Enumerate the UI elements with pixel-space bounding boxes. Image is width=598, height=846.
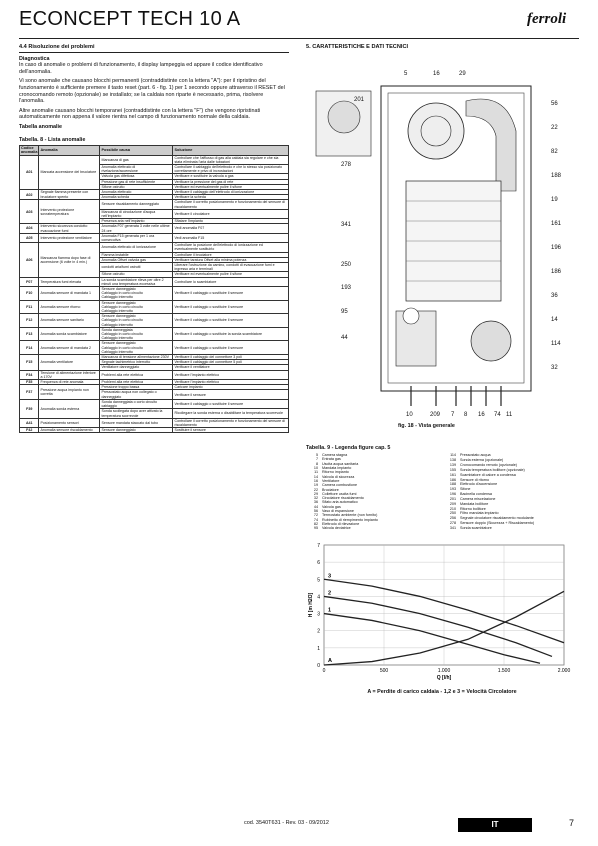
anomaly-name: Anomalia sensore di mandata 1 <box>39 287 100 301</box>
x-tick-label: 500 <box>379 667 389 674</box>
pump-chart <box>306 537 578 696</box>
anomaly-code: A05 <box>20 233 39 242</box>
anomaly-code: A03 <box>20 200 39 224</box>
table-row <box>20 200 289 209</box>
possible-cause: Sifone ostruito <box>100 272 173 277</box>
x-tick-label: 1.000 <box>437 667 451 674</box>
callout-number: 95 <box>341 308 348 315</box>
legend-number: 16 <box>313 478 318 483</box>
solution: Verificare il cablaggio o sostituire la sonda scambiatore <box>173 327 289 341</box>
table-row <box>20 243 289 252</box>
legend-label: Sonda scambiatore <box>460 525 492 530</box>
anomaly-table <box>19 145 289 433</box>
solution: Controllare lo scambiatore <box>173 277 289 286</box>
callout-number: 5 <box>404 70 408 77</box>
legend-label: Elettrodo di rilevazione <box>322 521 360 526</box>
legend-number: 7 <box>315 457 318 462</box>
legend-number: 209 <box>449 501 456 506</box>
possible-cause: Sensore mandata staccato dal tubo <box>100 418 173 427</box>
anomaly-code: F42 <box>20 428 39 433</box>
anomaly-code: A41 <box>20 418 39 427</box>
solution: Verificare il cablaggio o sostituire il sensore <box>173 314 289 328</box>
solution: Ricollegare la sonda esterna o disabilitare la temperatura scorrevole <box>173 409 289 418</box>
table-row <box>20 327 289 341</box>
table-row <box>20 287 289 301</box>
anomaly-name: Frequenza di rete anomala <box>39 380 100 385</box>
legend-label: Entrata gas <box>322 457 341 462</box>
legend-label: Sonda esterna (opzionale) <box>460 458 504 463</box>
callout-number: 341 <box>341 221 352 228</box>
table-row <box>20 399 289 408</box>
legend-number: 56 <box>313 509 318 514</box>
possible-cause: Anomalia elettrodo <box>100 189 173 194</box>
solution: Verificare e sostituire la valvola a gas <box>173 174 289 179</box>
solution: Verificare il cablaggio o sostituire il sensore <box>173 287 289 301</box>
solution: Verificare la scheda <box>173 195 289 200</box>
legend-number: 5 <box>315 453 318 458</box>
solution: Sfiatare l'impianto <box>173 219 289 224</box>
table-row <box>20 418 289 427</box>
legend-number: 201 <box>449 496 456 501</box>
possible-cause: Mancanza di circolazione d'acqua nell'impianto <box>100 209 173 218</box>
anomaly-name: Anomalia sensore sanitario <box>39 314 100 328</box>
callout-number: 16 <box>433 70 440 77</box>
legend-label: Termostato ambiente (non fornito) <box>322 513 378 518</box>
legend-label: Mandata bollitore <box>460 501 489 506</box>
possible-cause: Anomalia F15 generata per 1 ora consecutiva <box>100 233 173 242</box>
anomaly-name: Anomalia ventilatore <box>39 355 100 371</box>
anomaly-code: F11 <box>20 300 39 314</box>
legend-number: 210 <box>449 506 456 511</box>
callout-number: 193 <box>341 284 352 291</box>
solution: Controllare il corretto posizionamento e funzionamento del sensore di riscaldamento <box>173 200 289 209</box>
solution: Controllare il bruciatore <box>173 252 289 257</box>
solution: Sostituire il sensore <box>173 428 289 433</box>
legend <box>306 453 578 530</box>
solution: Verificare la pressione del gas di rete <box>173 179 289 184</box>
legend-label: Cronocomando remoto (opzionale) <box>460 463 517 468</box>
possible-cause: Mancanza di gas <box>100 155 173 164</box>
callout-number: 201 <box>354 96 365 103</box>
table-caption: Tabella. 8 - Lista anomalie <box>19 136 86 143</box>
legend-left <box>306 453 440 530</box>
solution: Controllare la posizione dell'elettrodo di ionizzazione ed eventualmente sostituirlo <box>173 243 289 252</box>
series-label: 2 <box>328 589 332 596</box>
x-axis-label: Q [l/h] <box>436 674 452 681</box>
page-number: 7 <box>569 818 575 828</box>
possible-cause: Anomalia elettrodo di ionizzazione <box>100 243 173 252</box>
legend-label: Ventilatore <box>322 478 340 483</box>
legend-number: 138 <box>449 458 456 463</box>
possible-cause: La sonda scambiatore rileva per oltre 2 minuti una temperatura eccessiva <box>100 277 173 286</box>
callout-number: 11 <box>506 411 513 418</box>
callout-number: 209 <box>430 411 441 418</box>
possible-cause: Sensore riscaldamento danneggiato <box>100 200 173 209</box>
solution: Liberare l'ostruzione da camino, condotti di evacuazione fumi e ingresso aria e terminali <box>173 263 289 272</box>
legend-label: Ritorno bollitore <box>460 506 486 511</box>
boiler-drawing <box>306 51 578 431</box>
anomaly-code: F12 <box>20 314 39 328</box>
legend-label: Segnale circolatore riscaldamento modulante <box>460 516 534 521</box>
callout-number: 74 <box>494 411 501 418</box>
anomaly-code: F39 <box>20 399 39 418</box>
right-column <box>306 44 578 696</box>
legend-label: Mandata impianto <box>322 466 352 471</box>
legend-number: 14 <box>313 474 318 479</box>
header-rule <box>19 38 579 39</box>
possible-cause: Pressostato acqua non collegato o danneggiato <box>100 390 173 399</box>
possible-cause: Valvola gas difettosa <box>100 174 173 179</box>
legend-label: Circolatore riscaldamento <box>322 496 364 501</box>
callout-number: 14 <box>551 316 558 323</box>
possible-cause: Fiamma instabile <box>100 252 173 257</box>
legend-number: 72 <box>313 513 318 518</box>
anomaly-code: F35 <box>20 380 39 385</box>
y-axis-label: H [m H2O] <box>308 592 314 617</box>
y-tick-label: 6 <box>317 559 320 566</box>
callout-number: 36 <box>551 292 558 299</box>
anomaly-code: F13 <box>20 327 39 341</box>
anomaly-code: A02 <box>20 189 39 199</box>
legend-number: 19 <box>313 483 318 488</box>
anomaly-name: Anomalia sensore riscaldamento <box>39 428 100 433</box>
y-tick-label: 4 <box>317 593 320 600</box>
legend-label: Collettore uscita fumi <box>322 491 357 496</box>
legend-label: Valvola gas <box>322 504 341 509</box>
legend-number: 36 <box>313 500 318 505</box>
legend-label: Camera miscelazione <box>460 496 496 501</box>
legend-number: 32 <box>313 496 318 501</box>
possible-cause: Sonda danneggiata o corto circuito cablaggio <box>100 399 173 408</box>
legend-number: 29 <box>313 491 318 496</box>
legend-number: 341 <box>449 525 456 530</box>
possible-cause: Ventilatore danneggiato <box>100 365 173 370</box>
col-header: Possibile causa <box>100 146 173 155</box>
anomaly-name: Mancata accensione del bruciatore <box>39 155 100 189</box>
legend-number: 188 <box>449 482 456 487</box>
legend-label: Ritorno impianto <box>322 470 349 475</box>
x-tick-label: 0 <box>322 667 326 674</box>
solution: Verificare il sensore <box>173 390 289 399</box>
paragraph: Vi sono anomalie che causano blocchi permanenti (contraddistinte con la lettera "A"): per il ripristino del funzionamento è sufficiente premere il tasto reset (part. 6 - fig. 1) per 1 secondo oppure attraverso il RESET del cronocomando remoto (opzionale) se installato; se la caldaia non riparte è necessario, prima, risolvere l'anomalia. <box>19 78 285 105</box>
possible-cause: Anomalia scheda <box>100 195 173 200</box>
solution: Vedi anomalia F07 <box>173 224 289 233</box>
possible-cause: Sonda danneggiata Cablaggio in corto circuito Cablaggio interrotto <box>100 327 173 341</box>
y-tick-label: 3 <box>317 611 320 618</box>
callout-number: 82 <box>551 148 558 155</box>
anomaly-name: Intervento sicurezza condotto evacuazione fumi <box>39 224 100 233</box>
legend-label: Sensore di ritorno <box>460 477 490 482</box>
legend-number: 155 <box>449 467 456 472</box>
callout-number: 196 <box>551 244 562 251</box>
diagnostics-title: Diagnostica <box>19 55 50 62</box>
legend-number: 44 <box>313 504 318 509</box>
legend-label: Sonda temperatura bollitore (opzionale) <box>460 467 525 472</box>
solution: Controllare che l'afflusso di gas alla caldaia sia regolare e che sia stata eliminata l'aria dalle tubazioni <box>173 155 289 164</box>
anomaly-name: Tensione di alimentazione inferiore a 170V <box>39 370 100 379</box>
anomaly-name: Temperatura fumi elevata <box>39 277 100 286</box>
possible-cause: Problemi alla rete elettrica <box>100 380 173 385</box>
possible-cause: Anomalia elettrodo di rivelazione/accensione <box>100 164 173 173</box>
legend-number: 74 <box>313 517 318 522</box>
y-tick-label: 1 <box>317 645 320 652</box>
col-header: Soluzione <box>173 146 289 155</box>
solution: Verificare il cablaggio dell'elettrodo di ionizzazione <box>173 189 289 194</box>
callout-number: 10 <box>406 411 413 418</box>
callout-number: 278 <box>341 161 352 168</box>
possible-cause: Sensore danneggiato Cablaggio in corto circuito Cablaggio interrotto <box>100 300 173 314</box>
possible-cause: Sifone ostruito <box>100 184 173 189</box>
col-header: Codice anomalia <box>21 146 38 155</box>
legend-label: Sifone <box>460 487 471 492</box>
legend-label: Vaso di espansione <box>322 509 354 514</box>
solution: Verificare ed eventualmente pulire il sifone <box>173 272 289 277</box>
anomaly-code: F07 <box>20 277 39 286</box>
series-label: 3 <box>328 572 332 579</box>
solution: Verificare il cablaggio del connettore 3 poli <box>173 355 289 360</box>
callout-number: 32 <box>551 364 558 371</box>
legend-number: 186 <box>449 477 456 482</box>
legend-number: 250 <box>449 511 456 516</box>
y-tick-label: 0 <box>317 662 320 669</box>
legend-label: Rubinetto di riempimento impianto <box>322 517 378 522</box>
solution: Controllare il cablaggio dell'elettrodo e che lo stesso sia posizionato correttamente e privo di incrostazioni <box>173 164 289 173</box>
callout-number: 7 <box>451 411 455 418</box>
anomaly-code: F10 <box>20 287 39 301</box>
callout-number: 19 <box>551 196 558 203</box>
solution: Verificare taratura Offset alla minima potenza <box>173 257 289 262</box>
anomaly-code: A01 <box>20 155 39 189</box>
x-tick-label: 2.000 <box>557 667 571 674</box>
callout-number: 44 <box>341 334 348 341</box>
anomaly-name: Anomalia sensore di mandata 2 <box>39 341 100 355</box>
legend-number: 95 <box>313 526 318 531</box>
series-label: 1 <box>328 607 332 614</box>
boiler-diagram <box>306 51 578 441</box>
doc-title: ECONCEPT TECH 10 A <box>19 8 241 30</box>
chart-caption: A = Perdite di carico caldaia - 1,2 e 3 = Velocità Circolatore <box>367 689 517 696</box>
brand-logo: ferroli <box>527 11 567 27</box>
solution: Verificare il circolatore <box>173 209 289 218</box>
legend-label: Sensore doppio (Sicurezza + Riscaldamento) <box>460 521 535 526</box>
possible-cause: Anomalia F07 generata 3 volte nelle ultime 24 ore <box>100 224 173 233</box>
possible-cause: Sensore danneggiato <box>100 428 173 433</box>
section-rule <box>19 52 289 53</box>
solution: Verificare l'impianto elettrico <box>173 380 289 385</box>
table-row <box>20 224 289 233</box>
possible-cause: Pressione gas di rete insufficiente <box>100 179 173 184</box>
paragraph: Altre anomalie causano blocchi temporanei (contraddistinte con la lettera "F") che vengono ripristinati automaticamente non appena il valore rientra nel campo di funzionamento normale della caldaia. <box>19 107 261 121</box>
possible-cause: Problemi alla rete elettrica <box>100 370 173 379</box>
solution: Controllare il corretto posizionamento e funzionamento del sensore di riscaldamento <box>173 418 289 427</box>
legend-row <box>444 526 578 531</box>
legend-label: Valvola di sicurezza <box>322 474 355 479</box>
legend-number: 193 <box>449 487 456 492</box>
legend-number: 82 <box>313 521 318 526</box>
callout-number: 186 <box>551 268 562 275</box>
legend-number: 161 <box>449 472 456 477</box>
callout-number: 22 <box>551 124 558 131</box>
language-badge: IT <box>458 818 532 832</box>
possible-cause: Segnale tachimetrico interrotto <box>100 360 173 365</box>
solution: Vedi anomalia F15 <box>173 233 289 242</box>
legend-number: 256 <box>449 516 456 521</box>
table-row <box>20 428 289 433</box>
legend-label: Elettrodo d'accensione <box>460 482 498 487</box>
anomaly-name: Mancanza fiamma dopo fase di accensione (6 volte in 4 min.) <box>39 243 100 277</box>
legend-label: Pressostato acqua <box>460 453 491 458</box>
table-row <box>20 370 289 379</box>
solution: Verificare il cablaggio del connettore 5 poli <box>173 360 289 365</box>
anomaly-name: Pressione acqua impianto non corretta <box>39 385 100 400</box>
legend-number: 10 <box>313 466 318 471</box>
callout-number: 250 <box>341 261 352 268</box>
anomaly-name: Anomalia sensore ritorno <box>39 300 100 314</box>
anomaly-name: Posizionamento sensori <box>39 418 100 427</box>
anomaly-code: A06 <box>20 243 39 277</box>
solution: Verificare il ventilatore <box>173 365 289 370</box>
legend-label: Valvola deviatrice <box>322 526 351 531</box>
anomaly-code: A04 <box>20 224 39 233</box>
table-row <box>20 155 289 164</box>
legend-number: 139 <box>449 463 456 468</box>
legend-number: 8 <box>315 461 318 466</box>
callout-number: 188 <box>551 172 562 179</box>
callout-number: 56 <box>551 100 558 107</box>
paragraph: In caso di anomalie o problemi di funzionamento, il display lampeggia ed appare il codice identificativo dell'anomalia. <box>19 62 263 75</box>
legend-label: Sfiato aria automatico <box>322 500 358 505</box>
anomaly-name: Anomalia sonda scambiatore <box>39 327 100 341</box>
legend-label: Camera stagna <box>322 453 348 458</box>
possible-cause: Pressione troppo bassa <box>100 385 173 390</box>
anomaly-code: F34 <box>20 370 39 379</box>
series-label: A <box>328 657 332 664</box>
legend-number: 196 <box>449 492 456 497</box>
callout-number: 114 <box>551 340 561 347</box>
anomaly-code: F37 <box>20 385 39 400</box>
legend-number: 114 <box>450 453 456 458</box>
table-row <box>20 314 289 328</box>
possible-cause: Anomalia Offset valvola gas <box>100 257 173 262</box>
possible-cause: condotti aria/fumi ostruiti <box>100 263 173 272</box>
legend-label: Camera combustione <box>322 483 358 488</box>
table-heading: Tabella anomalie <box>19 123 63 130</box>
footer-code: cod. 3540T631 - Rev. 03 - 09/2012 <box>244 820 329 826</box>
table-row <box>20 277 289 286</box>
legend-number: 278 <box>449 521 456 526</box>
anomaly-name: Anomalia sonda esterna <box>39 399 100 418</box>
legend-number: 22 <box>313 487 318 492</box>
y-tick-label: 7 <box>317 542 320 549</box>
legend-label: Bacinella condensa <box>460 492 492 497</box>
left-column <box>19 44 289 433</box>
y-tick-label: 5 <box>317 576 320 583</box>
possible-cause: Sonda scollegata dopo aver attivato la temperatura scorrevole <box>100 409 173 418</box>
callout-number: 161 <box>551 220 562 227</box>
legend-number: 11 <box>314 470 318 475</box>
callout-number: 16 <box>478 411 485 418</box>
anomaly-name: Intervento protezione sovratemperatura <box>39 200 100 224</box>
possible-cause: Mancanza di tensione alimentazione 230V <box>100 355 173 360</box>
legend-right <box>444 453 578 530</box>
solution: Verificare il cablaggio o sostituire il sensore <box>173 399 289 408</box>
section-title: 4.4 Risoluzione dei problemi <box>19 44 95 50</box>
possible-cause: Sensore danneggiato Cablaggio in corto circuito Cablaggio interrotto <box>100 314 173 328</box>
anomaly-name: Segnale fiamma presente con bruciatore spento <box>39 189 100 199</box>
callout-number: 8 <box>464 411 468 418</box>
y-tick-label: 2 <box>317 628 320 635</box>
table-row <box>20 233 289 242</box>
anomaly-code: F14 <box>20 341 39 355</box>
callout-number: 29 <box>459 70 466 77</box>
legend-label: Scambiatore di calore a condensa <box>460 472 516 477</box>
solution: Verificare il cablaggio o sostituire il sensore <box>173 341 289 355</box>
possible-cause: Sensore danneggiato Cablaggio in corto circuito Cablaggio interrotto <box>100 341 173 355</box>
solution: Verificare ed eventualmente pulire il sifone <box>173 184 289 189</box>
legend-label: Bruciatore <box>322 487 339 492</box>
solution: Verificare l'impianto elettrico <box>173 370 289 379</box>
possible-cause: Sensore danneggiato Cablaggio in corto circuito Cablaggio interrotto <box>100 287 173 301</box>
solution: Caricare impianto <box>173 385 289 390</box>
legend-row <box>306 526 440 530</box>
col-header: Anomalia <box>39 146 100 155</box>
pump-chart-svg <box>306 537 578 687</box>
anomaly-name: Intervento protezione ventilatore <box>39 233 100 242</box>
section-title: 5. CARATTERISTICHE E DATI TECNICI <box>306 44 409 50</box>
table-row <box>20 300 289 314</box>
solution: Verificare il cablaggio o sostituire il sensore <box>173 300 289 314</box>
anomaly-code: F15 <box>20 355 39 371</box>
table-row <box>20 341 289 355</box>
legend-label: Uscita acqua sanitaria <box>322 461 359 466</box>
figure-caption: fig. 18 - Vista generale <box>398 422 455 429</box>
legend-title: Tabella. 9 - Legenda figure cap. 5 <box>306 444 391 451</box>
legend-label: Filtro mandata impianto <box>460 511 499 516</box>
x-tick-label: 1.500 <box>497 667 511 674</box>
possible-cause: Presenza aria nell'impianto <box>100 219 173 224</box>
